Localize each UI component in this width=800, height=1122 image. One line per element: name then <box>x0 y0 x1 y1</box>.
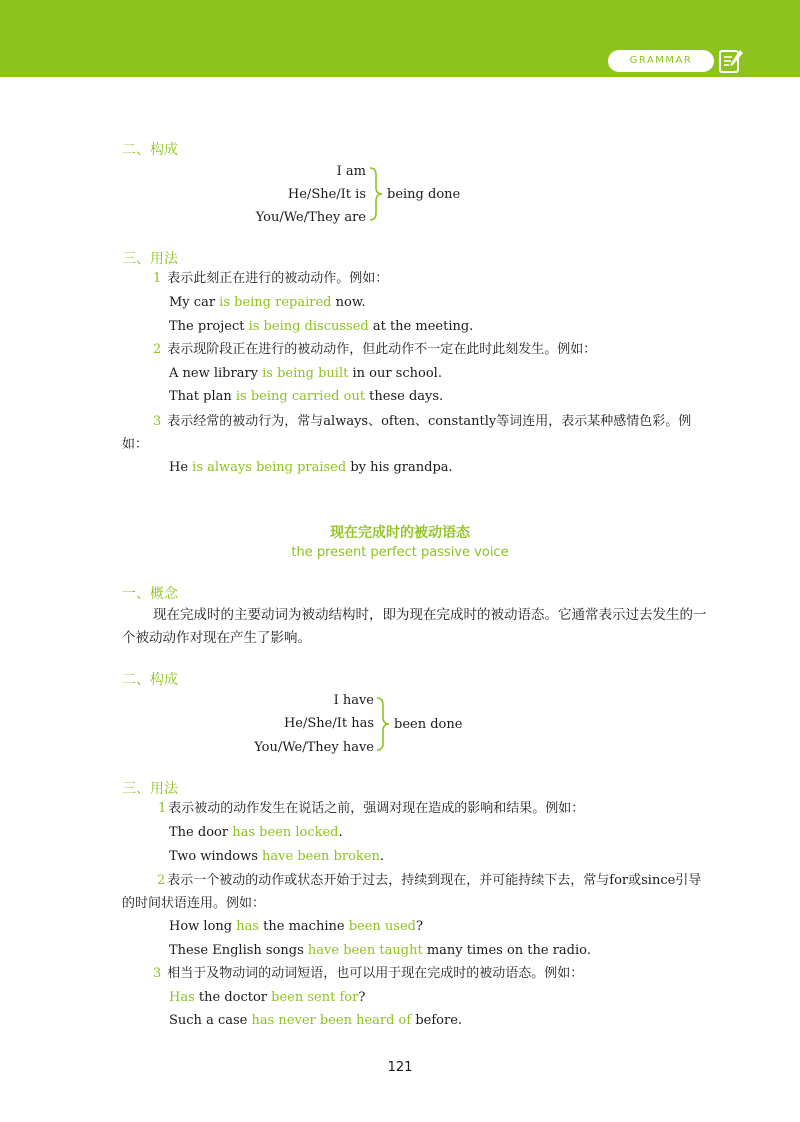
formula-line-3: You/We/They have <box>254 740 374 755</box>
page-number: 121 <box>387 1060 413 1075</box>
construct-heading: 二、构成 <box>122 142 178 158</box>
curly-brace-icon <box>375 696 391 752</box>
formula-line-1: I have <box>333 693 374 708</box>
example: How long has the machine been used? <box>169 919 423 934</box>
formula-line-3: You/We/They are <box>255 210 366 225</box>
example: That plan is being carried out these days. <box>169 389 444 404</box>
concept-heading: 一、概念 <box>122 586 178 602</box>
usage-heading: 三、用法 <box>122 781 178 797</box>
formula-line-2: He/She/It is <box>287 187 366 202</box>
example: My car is being repaired now. <box>169 295 366 310</box>
usage-item-1: 1 表示被动的动作发生在说话之前，强调对现在造成的影响和结果。例如： <box>158 801 585 816</box>
example: Two windows have been broken. <box>169 849 384 864</box>
usage-item-1: 1 表示此刻正在进行的被动动作。例如： <box>153 271 389 286</box>
concept-text: 现在完成时的主要动词为被动结构时，即为现在完成时的被动语态。它通常表示过去发生的一个被动动作对现在产生了影响。 <box>122 607 707 646</box>
usage-item-2: 2 表示一个被动的动作或状态开始于过去，持续到现在，并可能持续下去，常与for或since引导的时间状语连用。例如： <box>122 873 702 911</box>
note-pencil-icon <box>718 47 744 75</box>
example: Such a case has never been heard of before. <box>169 1013 463 1028</box>
section-title-en: the present perfect passive voice <box>291 545 509 560</box>
example: Has the doctor been sent for? <box>169 990 366 1005</box>
usage-item-3: 3 表示经常的被动行为，常与always、often、constantly等词连用，表示某种感情色彩。例如： <box>122 414 692 452</box>
usage-heading: 三、用法 <box>122 251 178 267</box>
curly-brace-icon <box>368 166 384 222</box>
formula-result: being done <box>387 187 461 202</box>
section-title-cn: 现在完成时的被动语态 <box>330 525 470 541</box>
example: The project is being discussed at the meeting. <box>169 319 474 334</box>
formula-line-1: I am <box>336 164 366 179</box>
section-tag: GRAMMAR <box>608 50 714 72</box>
example: A new library is being built in our school. <box>169 366 442 381</box>
formula-line-2: He/She/It has <box>283 716 374 731</box>
usage-item-2: 2 表示现阶段正在进行的被动动作，但此动作不一定在此时此刻发生。例如： <box>153 342 597 357</box>
example: The door has been locked. <box>169 825 343 840</box>
example: He is always being praised by his grandpa. <box>169 460 453 475</box>
usage-item-3: 3 相当于及物动词的动词短语，也可以用于现在完成时的被动语态。例如： <box>153 966 584 981</box>
formula-result: been done <box>394 717 463 732</box>
example: These English songs have been taught many times on the radio. <box>169 943 591 958</box>
construct-heading: 二、构成 <box>122 672 178 688</box>
